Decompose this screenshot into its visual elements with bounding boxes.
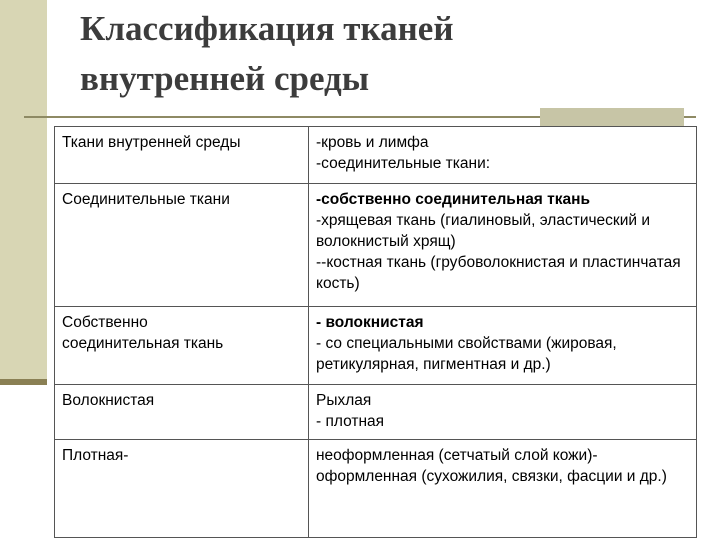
title-line-2: внутренней среды — [80, 59, 370, 98]
row-label: соединительная ткань — [62, 335, 224, 352]
row-value-line: - волокнистая — [316, 314, 424, 331]
header-decorative-block — [540, 108, 684, 126]
row-value-line: -хрящевая ткань (гиалиновый, эластический и волокнистый хрящ) — [316, 212, 650, 250]
row-label-cell — [55, 184, 309, 307]
left-decorative-bar — [0, 0, 47, 385]
row-value-line: - со специальными свойствами (жировая, ретикулярная, пигментная и др.) — [316, 335, 617, 373]
left-bar-accent — [0, 379, 47, 385]
row-value-line: --костная ткань (грубоволокнистая и пластинчатая кость) — [316, 254, 681, 292]
row-value-cell — [309, 127, 697, 184]
table-row — [55, 440, 697, 538]
row-label-cell — [55, 385, 309, 440]
row-label: Ткани внутренней среды — [62, 134, 241, 151]
title-line-1: Классификация тканей — [80, 9, 454, 48]
row-label: Собственно — [62, 314, 148, 331]
row-label-cell — [55, 307, 309, 385]
table-row — [55, 385, 697, 440]
row-label-cell — [55, 127, 309, 184]
table-row — [55, 184, 697, 307]
row-value-cell — [309, 184, 697, 307]
row-label: Соединительные ткани — [62, 191, 230, 208]
row-value-line: неоформленная (сетчатый слой кожи)- оформленная (сухожилия, связки, фасции и др.) — [316, 447, 667, 485]
table-row — [55, 307, 697, 385]
row-value-line: Рыхлая — [316, 392, 372, 409]
slide-title — [80, 4, 680, 104]
row-value-cell — [309, 385, 697, 440]
row-value-cell — [309, 307, 697, 385]
row-value-line: - плотная — [316, 413, 385, 430]
row-value-line: -кровь и лимфа — [316, 134, 429, 151]
row-value-cell — [309, 440, 697, 538]
row-label-cell — [55, 440, 309, 538]
classification-table — [54, 126, 697, 538]
row-value-line: -соединительные ткани: — [316, 155, 491, 172]
table-row — [55, 127, 697, 184]
row-label: Плотная- — [62, 447, 129, 464]
row-label: Волокнистая — [62, 392, 155, 409]
row-value-line: -собственно соединительная ткань — [316, 191, 591, 208]
